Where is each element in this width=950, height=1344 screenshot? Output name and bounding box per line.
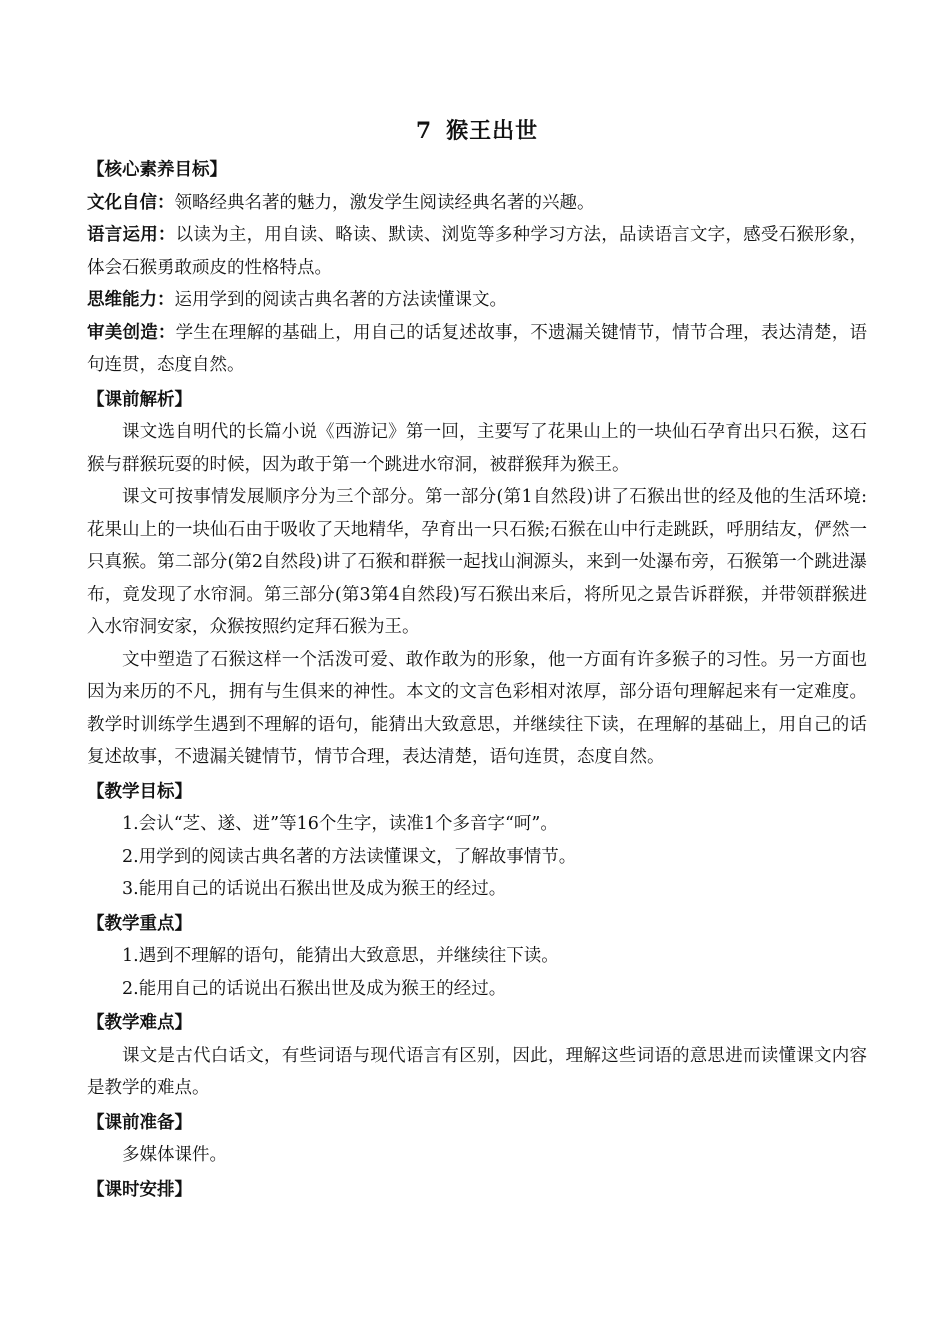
objective-item-3: 3.能用自己的话说出石猴出世及成为猴王的经过。: [122, 879, 507, 899]
lesson-title-text: 猴王出世: [446, 118, 539, 144]
objectives-heading: 【教学目标】: [87, 781, 192, 802]
analysis-paragraph-1: 课文选自明代的长篇小说《西游记》第一回，主要写了花果山上的一块仙石孕育出只石猴，这石猴与群猴玩耍的时候，因为敢于第一个跳进水帘洞，被群猴拜为猴王。: [87, 422, 867, 475]
analysis-paragraph-3: 文中塑造了石猴这样一个活泼可爱、敢作敢为的形象，他一方面有许多猴子的习性。另一方面也因为来历的不凡，拥有与生俱来的神性。本文的文言色彩相对浓厚，部分语句理解起来有一定难度。教学时训练学生遇到不理解的语句，能猜出大致意思，并继续往下读，在理解的基础上，用自己的话复述故事，不遗漏关键情节，情节合理，表达清楚，语句连贯，态度自然。: [87, 649, 867, 767]
difficulties-text: 课文是古代白话文，有些词语与现代语言有区别，因此，理解这些词语的意思进而读懂课文内容是教学的难点。: [87, 1045, 867, 1098]
lesson-title: [87, 115, 867, 147]
objective-item-1: 1.会认“芝、遂、迸”等16个生字，读准1个多音字“呵”。: [122, 814, 558, 834]
key-point-item-2: 2.能用自己的话说出石猴出世及成为猴王的经过。: [122, 978, 507, 999]
schedule-heading: 【课时安排】: [87, 1179, 192, 1200]
core-goal-thinking: 思维能力：运用学到的阅读古典名著的方法读懂课文。: [87, 290, 507, 310]
core-goal-language: 语言运用：以读为主，用自读、略读、默读、浏览等多种学习方法，品读语言文字，感受石猴形象，体会石猴勇敢顽皮的性格特点。: [87, 225, 868, 278]
objective-item-2: 2.用学到的阅读古典名著的方法读懂课文，了解故事情节。: [122, 846, 577, 867]
lesson-number: 7: [415, 118, 433, 144]
preparation-text: 多媒体课件。: [122, 1145, 227, 1165]
core-goal-culture: 文化自信：领略经典名著的魅力，激发学生阅读经典名著的兴趣。: [87, 192, 595, 213]
core-goals-heading: 【核心素养目标】: [87, 160, 227, 180]
analysis-paragraph-2: 课文可按事情发展顺序分为三个部分。第一部分(第1自然段)讲了石猴出世的经及他的生活环境:花果山上的一块仙石由于吸收了天地精华，孕育出一只石猴;石猴在山中行走跳跃，呼朋结友，俨然一只真猴。第二部分(第2自然段)讲了石猴和群猴一起找山涧源头，来到一处瀑布旁，石猴第一个跳进瀑布，竟发现了水帘洞。第三部分(第3第4自然段)写石猴出来后，将所见之景告诉群猴，并带领群猴进入水帘洞安家，众猴按照约定拜石猴为王。: [87, 487, 867, 637]
document-page: [87, 110, 867, 1206]
difficulties-heading: 【教学难点】: [87, 1013, 192, 1033]
preparation-heading: 【课前准备】: [87, 1112, 192, 1133]
key-points-heading: 【教学重点】: [87, 913, 192, 934]
analysis-heading: 【课前解析】: [87, 389, 192, 410]
core-goal-aesthetic: 审美创造：学生在理解的基础上，用自己的话复述故事，不遗漏关键情节，情节合理，表达清楚，语句连贯，态度自然。: [87, 322, 868, 375]
key-point-item-1: 1.遇到不理解的语句，能猜出大致意思，并继续往下读。: [122, 946, 559, 966]
